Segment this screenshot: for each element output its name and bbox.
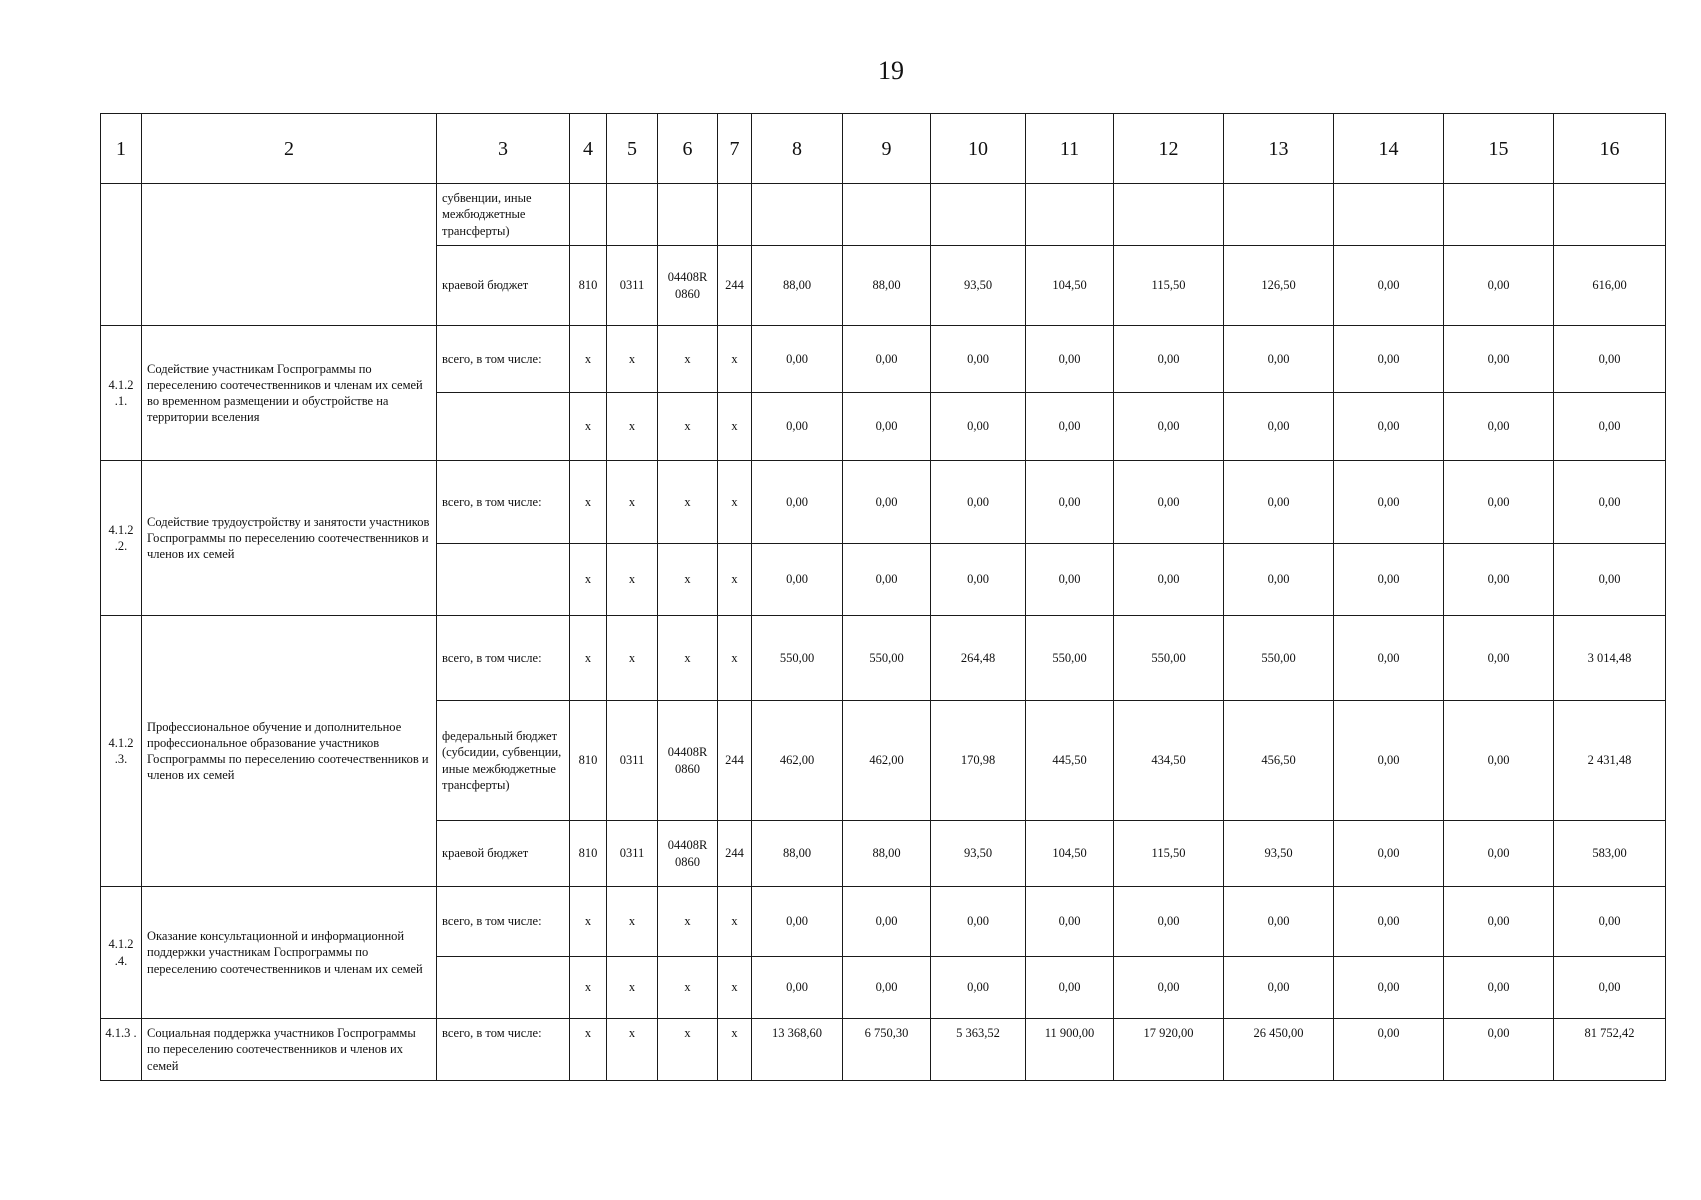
value-col14: 0,00 [1334, 326, 1444, 393]
value-col14: 0,00 [1334, 821, 1444, 887]
value-col14 [1334, 184, 1444, 246]
value-col12: 0,00 [1114, 887, 1224, 957]
table-row [101, 1019, 1666, 1081]
expense-type-code: х [718, 1019, 752, 1081]
value-col11: 0,00 [1026, 393, 1114, 461]
value-col16: 0,00 [1554, 544, 1666, 616]
value-col16: 583,00 [1554, 821, 1666, 887]
value-col12: 0,00 [1114, 461, 1224, 544]
row-name: Социальная поддержка участников Госпрограммы по переселению соотечественников и членов их семей [142, 1019, 437, 1081]
section-code: х [607, 461, 658, 544]
value-col9: 88,00 [843, 821, 931, 887]
value-col8: 88,00 [752, 821, 843, 887]
value-col11: 550,00 [1026, 616, 1114, 701]
value-col13: 456,50 [1224, 701, 1334, 821]
value-col9 [843, 184, 931, 246]
funding-source: всего, в том числе: [437, 461, 570, 544]
value-col16: 0,00 [1554, 326, 1666, 393]
value-col12: 0,00 [1114, 326, 1224, 393]
target-article-code: х [658, 1019, 718, 1081]
value-col14: 0,00 [1334, 887, 1444, 957]
grbs-code: х [570, 957, 607, 1019]
value-col12: 17 920,00 [1114, 1019, 1224, 1081]
budget-table [100, 113, 1666, 1081]
row-code: 4.1.2 .1. [101, 326, 142, 461]
value-col15: 0,00 [1444, 393, 1554, 461]
section-code: 0311 [607, 821, 658, 887]
funding-source: субвенции, иные межбюджетные трансферты) [437, 184, 570, 246]
value-col8: 88,00 [752, 246, 843, 326]
table-row [101, 616, 1666, 701]
header-cell-10: 10 [931, 114, 1026, 184]
value-col10: 264,48 [931, 616, 1026, 701]
value-col13: 0,00 [1224, 887, 1334, 957]
grbs-code: х [570, 544, 607, 616]
expense-type-code: х [718, 393, 752, 461]
table-row [101, 887, 1666, 957]
value-col13: 126,50 [1224, 246, 1334, 326]
value-col14: 0,00 [1334, 461, 1444, 544]
grbs-code: х [570, 326, 607, 393]
row-name [142, 184, 437, 326]
row-code: 4.1.2 .3. [101, 616, 142, 887]
value-col12: 434,50 [1114, 701, 1224, 821]
header-cell-2: 2 [142, 114, 437, 184]
funding-source [437, 393, 570, 461]
value-col8: 0,00 [752, 326, 843, 393]
target-article-code: х [658, 461, 718, 544]
value-col9: 0,00 [843, 326, 931, 393]
value-col15: 0,00 [1444, 821, 1554, 887]
value-col16: 2 431,48 [1554, 701, 1666, 821]
table-row [101, 184, 1666, 246]
header-cell-4: 4 [570, 114, 607, 184]
row-code: 4.1.3 . [101, 1019, 142, 1081]
row-name: Оказание консультационной и информационной поддержки участникам Госпрограммы по переселению соотечественников и членам их семей [142, 887, 437, 1019]
header-cell-13: 13 [1224, 114, 1334, 184]
grbs-code: х [570, 393, 607, 461]
value-col14: 0,00 [1334, 616, 1444, 701]
grbs-code: 810 [570, 701, 607, 821]
value-col13: 0,00 [1224, 326, 1334, 393]
expense-type-code: х [718, 887, 752, 957]
value-col11: 0,00 [1026, 326, 1114, 393]
target-article-code: х [658, 544, 718, 616]
value-col12: 115,50 [1114, 821, 1224, 887]
value-col16: 81 752,42 [1554, 1019, 1666, 1081]
value-col9: 0,00 [843, 887, 931, 957]
header-row [101, 114, 1666, 184]
value-col16: 0,00 [1554, 887, 1666, 957]
funding-source: всего, в том числе: [437, 616, 570, 701]
value-col12: 115,50 [1114, 246, 1224, 326]
page-number: 19 [878, 56, 904, 85]
value-col16: 616,00 [1554, 246, 1666, 326]
header-cell-15: 15 [1444, 114, 1554, 184]
section-code: х [607, 326, 658, 393]
value-col10: 0,00 [931, 887, 1026, 957]
value-col11 [1026, 184, 1114, 246]
row-name: Содействие участникам Госпрограммы по переселению соотечественников и членам их семей во временном размещении и обустройстве на территории вселения [142, 326, 437, 461]
section-code: х [607, 887, 658, 957]
header-cell-14: 14 [1334, 114, 1444, 184]
section-code: 0311 [607, 701, 658, 821]
expense-type-code [718, 184, 752, 246]
grbs-code: 810 [570, 246, 607, 326]
value-col12: 550,00 [1114, 616, 1224, 701]
value-col9: 462,00 [843, 701, 931, 821]
value-col13: 0,00 [1224, 461, 1334, 544]
value-col13: 550,00 [1224, 616, 1334, 701]
value-col15: 0,00 [1444, 461, 1554, 544]
target-article-code: 04408R 0860 [658, 246, 718, 326]
value-col10: 5 363,52 [931, 1019, 1026, 1081]
value-col11: 0,00 [1026, 544, 1114, 616]
table-row [101, 461, 1666, 544]
funding-source: всего, в том числе: [437, 887, 570, 957]
funding-source: всего, в том числе: [437, 1019, 570, 1081]
table-row [101, 326, 1666, 393]
value-col8: 0,00 [752, 887, 843, 957]
expense-type-code: 244 [718, 821, 752, 887]
grbs-code: х [570, 616, 607, 701]
funding-source: краевой бюджет [437, 246, 570, 326]
value-col15 [1444, 184, 1554, 246]
value-col16: 3 014,48 [1554, 616, 1666, 701]
grbs-code: х [570, 1019, 607, 1081]
section-code [607, 184, 658, 246]
expense-type-code: х [718, 616, 752, 701]
value-col8: 550,00 [752, 616, 843, 701]
value-col8: 0,00 [752, 544, 843, 616]
value-col14: 0,00 [1334, 701, 1444, 821]
grbs-code: 810 [570, 821, 607, 887]
value-col8: 13 368,60 [752, 1019, 843, 1081]
target-article-code: х [658, 887, 718, 957]
value-col9: 0,00 [843, 544, 931, 616]
value-col10: 0,00 [931, 326, 1026, 393]
value-col13: 0,00 [1224, 393, 1334, 461]
value-col9: 0,00 [843, 461, 931, 544]
value-col11: 104,50 [1026, 821, 1114, 887]
header-cell-8: 8 [752, 114, 843, 184]
value-col10: 170,98 [931, 701, 1026, 821]
section-code: х [607, 616, 658, 701]
value-col12: 0,00 [1114, 544, 1224, 616]
expense-type-code: 244 [718, 246, 752, 326]
value-col16: 0,00 [1554, 957, 1666, 1019]
value-col10: 93,50 [931, 246, 1026, 326]
funding-source [437, 957, 570, 1019]
target-article-code: х [658, 957, 718, 1019]
row-code: 4.1.2 .2. [101, 461, 142, 616]
value-col14: 0,00 [1334, 1019, 1444, 1081]
value-col16 [1554, 184, 1666, 246]
expense-type-code: 244 [718, 701, 752, 821]
header-cell-3: 3 [437, 114, 570, 184]
section-code: х [607, 957, 658, 1019]
budget-table-body [101, 114, 1666, 1081]
value-col11: 445,50 [1026, 701, 1114, 821]
value-col10: 0,00 [931, 544, 1026, 616]
value-col16: 0,00 [1554, 393, 1666, 461]
value-col11: 0,00 [1026, 887, 1114, 957]
value-col13 [1224, 184, 1334, 246]
target-article-code: 04408R 0860 [658, 701, 718, 821]
value-col14: 0,00 [1334, 393, 1444, 461]
row-code: 4.1.2 .4. [101, 887, 142, 1019]
value-col9: 550,00 [843, 616, 931, 701]
section-code: х [607, 544, 658, 616]
value-col15: 0,00 [1444, 246, 1554, 326]
row-name: Содействие трудоустройству и занятости участников Госпрограммы по переселению соотечественников и членов их семей [142, 461, 437, 616]
value-col11: 0,00 [1026, 461, 1114, 544]
header-cell-9: 9 [843, 114, 931, 184]
value-col14: 0,00 [1334, 957, 1444, 1019]
value-col8 [752, 184, 843, 246]
value-col11: 104,50 [1026, 246, 1114, 326]
value-col10: 0,00 [931, 461, 1026, 544]
funding-source: краевой бюджет [437, 821, 570, 887]
value-col9: 88,00 [843, 246, 931, 326]
funding-source: всего, в том числе: [437, 326, 570, 393]
target-article-code [658, 184, 718, 246]
value-col15: 0,00 [1444, 326, 1554, 393]
expense-type-code: х [718, 544, 752, 616]
value-col15: 0,00 [1444, 701, 1554, 821]
value-col12: 0,00 [1114, 393, 1224, 461]
value-col8: 0,00 [752, 393, 843, 461]
funding-source: федеральный бюджет (субсидии, субвенции, иные межбюджетные трансферты) [437, 701, 570, 821]
value-col13: 26 450,00 [1224, 1019, 1334, 1081]
funding-source [437, 544, 570, 616]
grbs-code [570, 184, 607, 246]
expense-type-code: х [718, 461, 752, 544]
header-cell-5: 5 [607, 114, 658, 184]
value-col14: 0,00 [1334, 544, 1444, 616]
row-name: Профессиональное обучение и дополнительное профессиональное образование участников Госпрограммы по переселению соотечественников и членов их семей [142, 616, 437, 887]
target-article-code: 04408R 0860 [658, 821, 718, 887]
value-col12: 0,00 [1114, 957, 1224, 1019]
value-col15: 0,00 [1444, 616, 1554, 701]
header-cell-12: 12 [1114, 114, 1224, 184]
expense-type-code: х [718, 326, 752, 393]
value-col15: 0,00 [1444, 1019, 1554, 1081]
section-code: 0311 [607, 246, 658, 326]
section-code: х [607, 1019, 658, 1081]
value-col9: 0,00 [843, 393, 931, 461]
value-col11: 0,00 [1026, 957, 1114, 1019]
value-col8: 0,00 [752, 461, 843, 544]
section-code: х [607, 393, 658, 461]
grbs-code: х [570, 461, 607, 544]
value-col10 [931, 184, 1026, 246]
value-col12 [1114, 184, 1224, 246]
value-col11: 11 900,00 [1026, 1019, 1114, 1081]
value-col8: 0,00 [752, 957, 843, 1019]
header-cell-7: 7 [718, 114, 752, 184]
header-cell-11: 11 [1026, 114, 1114, 184]
target-article-code: х [658, 393, 718, 461]
value-col9: 0,00 [843, 957, 931, 1019]
row-code [101, 184, 142, 326]
value-col16: 0,00 [1554, 461, 1666, 544]
value-col8: 462,00 [752, 701, 843, 821]
target-article-code: х [658, 326, 718, 393]
grbs-code: х [570, 887, 607, 957]
value-col10: 93,50 [931, 821, 1026, 887]
value-col13: 0,00 [1224, 957, 1334, 1019]
target-article-code: х [658, 616, 718, 701]
value-col15: 0,00 [1444, 544, 1554, 616]
value-col14: 0,00 [1334, 246, 1444, 326]
value-col15: 0,00 [1444, 957, 1554, 1019]
value-col13: 0,00 [1224, 544, 1334, 616]
header-cell-6: 6 [658, 114, 718, 184]
header-cell-16: 16 [1554, 114, 1666, 184]
header-cell-1: 1 [101, 114, 142, 184]
expense-type-code: х [718, 957, 752, 1019]
value-col15: 0,00 [1444, 887, 1554, 957]
value-col13: 93,50 [1224, 821, 1334, 887]
value-col9: 6 750,30 [843, 1019, 931, 1081]
value-col10: 0,00 [931, 957, 1026, 1019]
value-col10: 0,00 [931, 393, 1026, 461]
